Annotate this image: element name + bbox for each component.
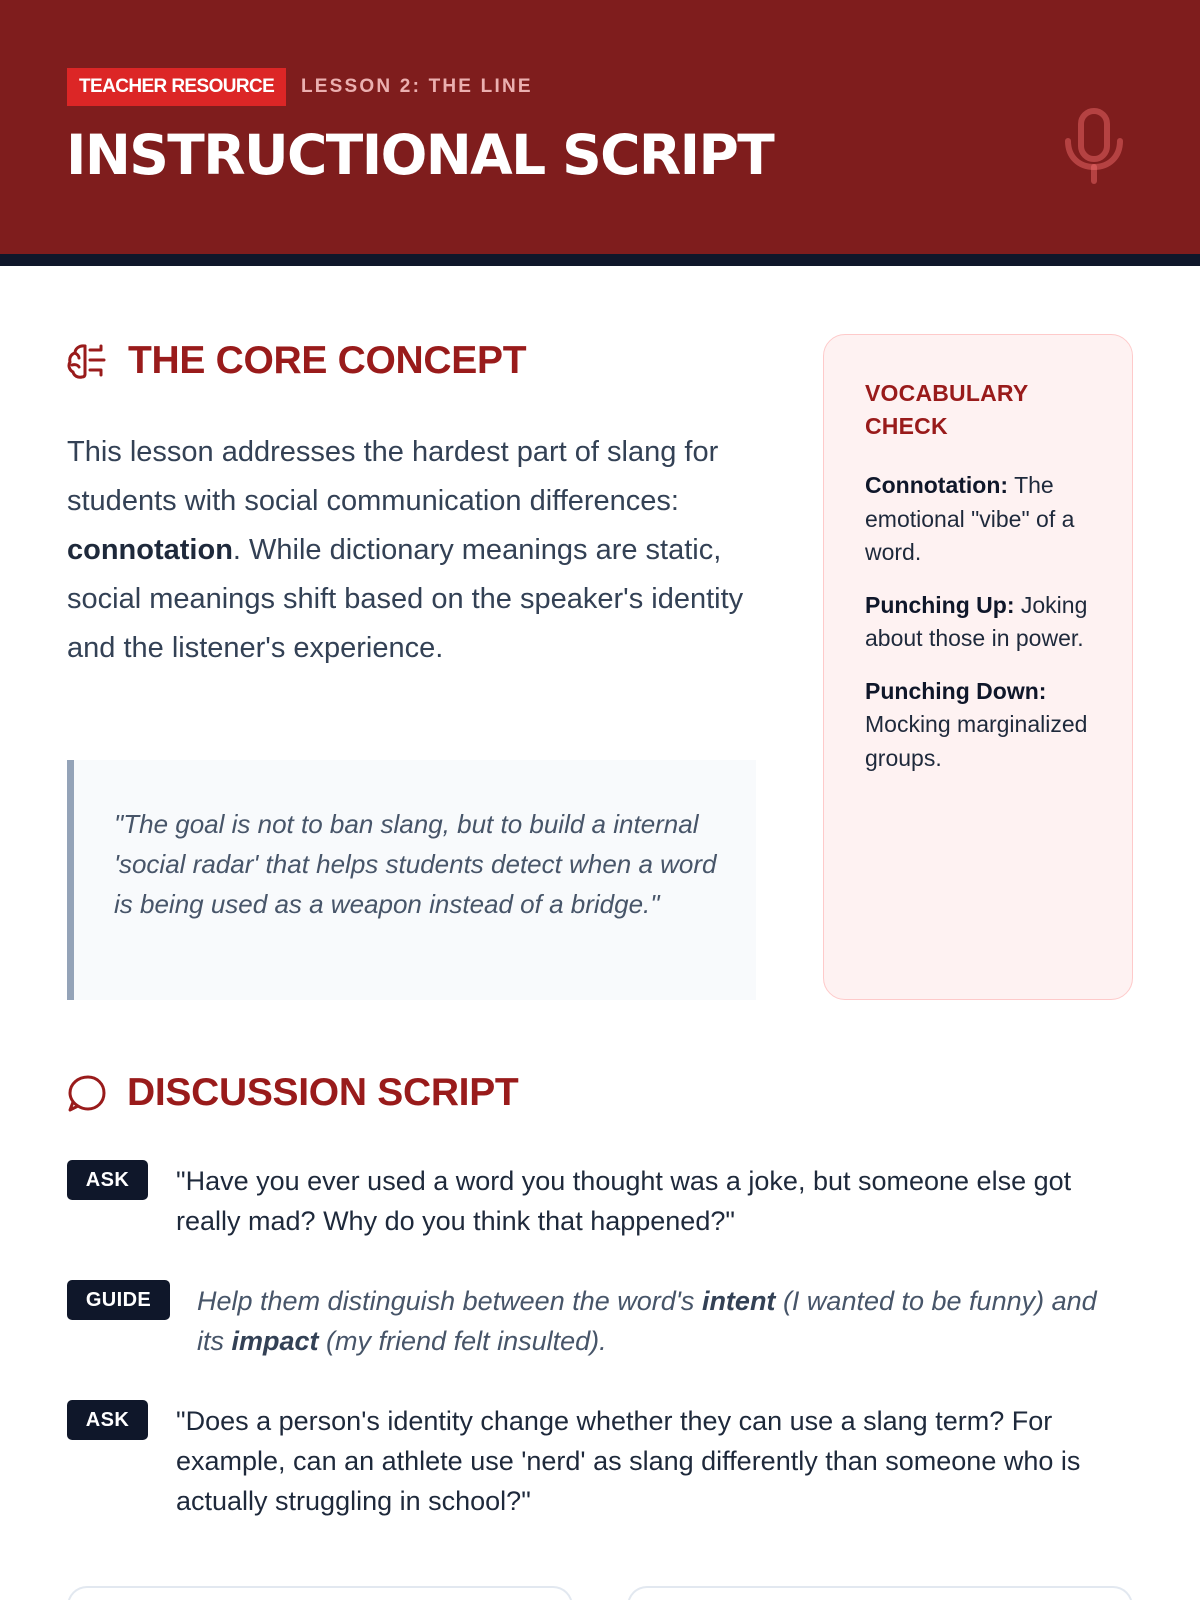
ask-prompt: "Does a person's identity change whether they can use a slang term? For example, can an athlete use 'nerd' as slang differently than someone who is actually struggling in school?" [176,1406,1081,1516]
vocabulary-heading: VOCABULARY CHECK [865,380,1029,439]
emphasis-connotation: connotation [67,534,233,566]
lesson-label: LESSON 2: THE LINE [301,76,533,97]
header-divider [0,254,1200,266]
speech-bubble-icon [67,1073,107,1113]
vocab-definition: Mocking marginalized groups. [865,711,1088,771]
bottom-card-right [627,1586,1133,1600]
vocab-item [865,675,1091,776]
vocab-term: Connotation: [865,472,1009,498]
vocab-definition: Joking about those in power. [865,591,1088,651]
ask-prompt: "Have you ever used a word you thought was a joke, but someone else got really mad? Why do you think that happened?" [176,1166,1072,1236]
emphasis-impact: impact [231,1326,319,1356]
guide-tag: GUIDE [67,1280,170,1320]
ask-tag: ASK [67,1160,148,1200]
brain-icon [67,341,107,381]
script-item [67,1160,1137,1250]
script-item [67,1400,1137,1530]
vocab-term: Punching Up: [865,591,1015,618]
script-item [67,1280,1137,1370]
page-title: INSTRUCTIONAL SCRIPT [66,123,774,187]
vocab-term: Punching Down: [865,677,1047,704]
bottom-card-left [67,1586,573,1600]
vocab-definition: The emotional "vibe" of a word. [865,472,1075,565]
ask-tag: ASK [67,1400,148,1440]
teacher-resource-badge: TEACHER RESOURCE [67,68,286,106]
pull-quote: "The goal is not to ban slang, but to build a internal 'social radar' that helps students detect when a word is being used as a weapon instead of a bridge." [67,760,756,1000]
core-concept-intro: This lesson addresses the hardest part of slang for students with social communication differences: connotation. While dictionary meanings are static, social meanings shift based on the speaker's identity and the listener's experience. [67,436,744,664]
emphasis-intent: intent [701,1286,776,1316]
vocabulary-card [823,334,1133,1000]
vocab-item [865,469,1091,570]
microphone-icon [1063,107,1125,187]
vocab-item [865,589,1091,656]
discussion-heading: DISCUSSION SCRIPT [127,1071,519,1114]
guide-note: Help them distinguish between the word's intent (I wanted to be funny) and its impact (my friend felt insulted). [197,1286,1097,1356]
core-concept-heading: THE CORE CONCEPT [128,339,527,382]
